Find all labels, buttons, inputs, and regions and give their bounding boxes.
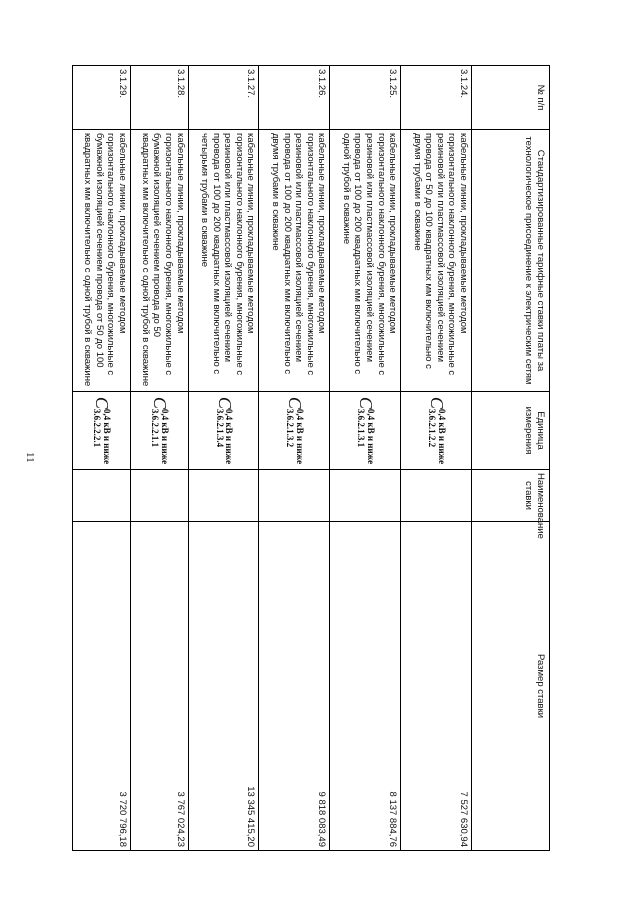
row-unit <box>130 392 188 470</box>
row-name <box>401 470 472 522</box>
table-row <box>130 66 188 851</box>
tariff-table <box>72 65 550 851</box>
row-number: 3.1.25. <box>330 66 401 130</box>
row-name <box>330 470 401 522</box>
header-rate: Размер ставки <box>472 522 550 851</box>
table-row <box>73 66 131 851</box>
row-name <box>130 470 188 522</box>
unit-superscript: 0,4 кВ и ниже <box>160 408 171 465</box>
row-rate: 3 767 024,23 <box>130 522 188 851</box>
unit-subscript: 3.6.2.1.3.4 <box>214 408 225 448</box>
unit-symbol: C <box>356 396 377 409</box>
row-unit <box>330 392 401 470</box>
header-unit: Единица измерения <box>472 392 550 470</box>
unit-superscript: 0,4 кВ и ниже <box>102 408 113 465</box>
row-rate: 9 818 083,49 <box>259 522 330 851</box>
unit-superscript: 0,4 кВ и ниже <box>366 408 377 465</box>
row-unit <box>401 392 472 470</box>
table-row <box>330 66 401 851</box>
row-number: 3.1.27. <box>188 66 259 130</box>
header-no: № п/п <box>472 66 550 130</box>
row-description: кабельные линии, прокладываемые методом горизонтального наклонного бурения, многожильные с бумажной изоляцией сечением провода до 50 квадратных мм включительно с одной трубой в скважине <box>130 130 188 392</box>
row-rate: 8 137 884,76 <box>330 522 401 851</box>
row-number: 3.1.24. <box>401 66 472 130</box>
row-rate: 13 345 415,20 <box>188 522 259 851</box>
unit-superscript: 0,4 кВ и ниже <box>224 408 235 465</box>
row-number: 3.1.26. <box>259 66 330 130</box>
row-description: кабельные линии, прокладываемые методом горизонтального наклонного бурения, многожильные с бумажной изоляцией сечением провода от 50 до 100 квадратных мм включительно с одной трубой в скважине <box>73 130 131 392</box>
unit-formula <box>354 397 376 464</box>
row-description: кабельные линии, прокладываемые методом горизонтального наклонного бурения, многожильные с резиновой или пластмассовой изоляцией сечением провода от 50 до 100 квадратных мм включительно с двумя трубами в скважине <box>401 130 472 392</box>
unit-formula <box>213 397 235 464</box>
header-name: Наименование ставки <box>472 470 550 522</box>
unit-superscript: 0,4 кВ и ниже <box>295 408 306 465</box>
unit-subscript: 3.6.2.1.3.2 <box>285 408 296 448</box>
table-header-row <box>472 66 550 851</box>
unit-symbol: C <box>150 396 171 409</box>
row-name <box>188 470 259 522</box>
row-number: 3.1.29. <box>73 66 131 130</box>
row-name <box>73 470 131 522</box>
unit-subscript: 3.6.2.1.3.1 <box>356 408 367 448</box>
row-rate: 3 720 796,18 <box>73 522 131 851</box>
row-name <box>259 470 330 522</box>
unit-formula <box>148 397 170 464</box>
table-row <box>259 66 330 851</box>
page-number: 11 <box>24 452 36 463</box>
unit-formula <box>283 397 305 464</box>
row-unit <box>259 392 330 470</box>
table-body <box>73 66 472 851</box>
unit-symbol: C <box>285 396 306 409</box>
row-unit <box>73 392 131 470</box>
unit-subscript: 3.6.2.1.2.2 <box>427 408 438 448</box>
unit-symbol: C <box>92 396 113 409</box>
unit-formula <box>425 397 447 464</box>
row-rate: 7 527 630,94 <box>401 522 472 851</box>
unit-formula <box>90 397 112 464</box>
unit-subscript: 3.6.2.2.1.1 <box>150 408 161 448</box>
header-description: Стандартизированные тарифные ставки платы за технологическое присоединение к электрическим сетям <box>472 130 550 392</box>
unit-superscript: 0,4 кВ и ниже <box>436 408 447 465</box>
table-row <box>188 66 259 851</box>
rotated-table-container <box>72 65 550 850</box>
unit-subscript: 3.6.2.2.2.1 <box>92 408 103 448</box>
unit-symbol: C <box>214 396 235 409</box>
row-number: 3.1.28. <box>130 66 188 130</box>
table-row <box>401 66 472 851</box>
row-description: кабельные линии, прокладываемые методом горизонтального наклонного бурения, многожильные с резиновой или пластмассовой изоляцией сечением провода от 100 до 200 квадратных мм включительно с четырьмя трубами в скважине <box>188 130 259 392</box>
unit-symbol: C <box>427 396 448 409</box>
row-description: кабельные линии, прокладываемые методом горизонтального наклонного бурения, многожильные с резиновой или пластмассовой изоляцией сечением провода от 100 до 200 квадратных мм включительно с одной трубой в скважине <box>330 130 401 392</box>
row-description: кабельные линии, прокладываемые методом горизонтального наклонного бурения, многожильные с резиновой или пластмассовой изоляцией сечением провода от 100 до 200 квадратных мм включительно с двумя трубами в скважине <box>259 130 330 392</box>
row-unit <box>188 392 259 470</box>
